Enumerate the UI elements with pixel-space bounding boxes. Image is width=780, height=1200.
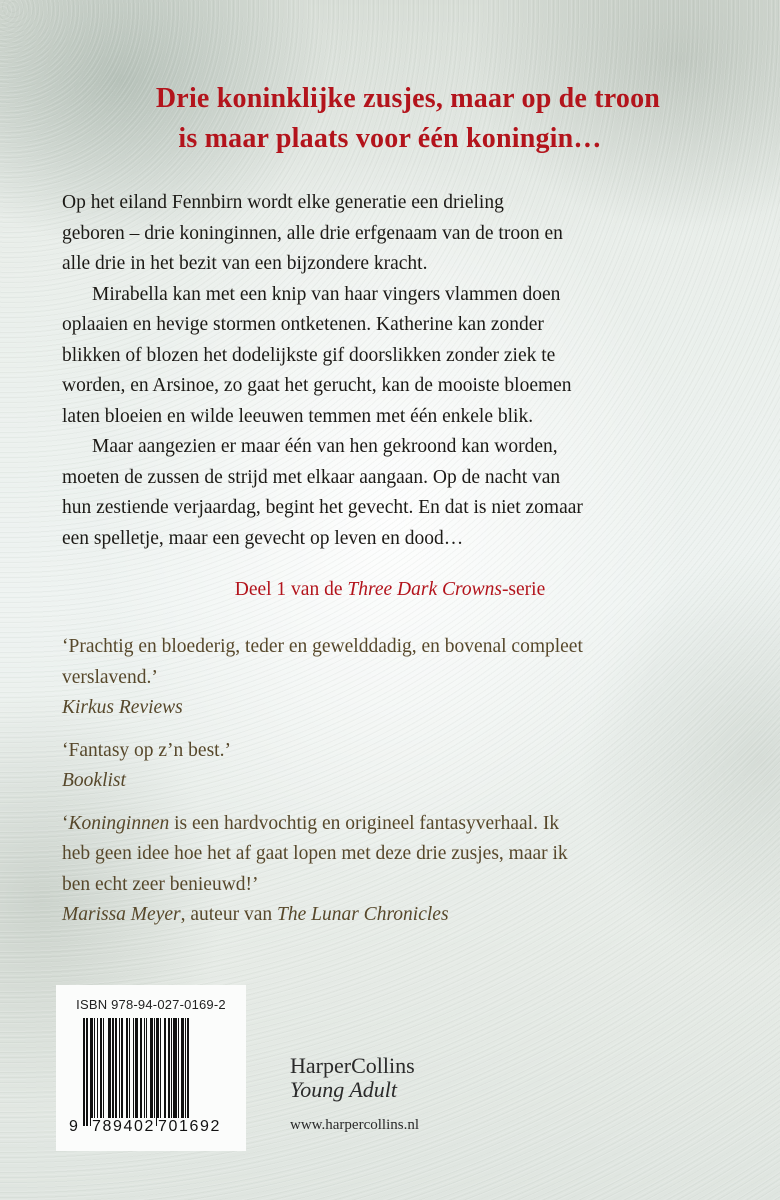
quote-source: Kirkus Reviews (62, 697, 183, 718)
quote-line: ‘Prachtig en bloederig, teder en gewelddadig, en bovenal compleet (62, 636, 583, 657)
quote-book-title: Koninginnen (68, 812, 170, 834)
blurb-paragraph-1 (62, 188, 722, 280)
blurb-line: blikken of blozen het dodelijkste gif doorslikken zonder ziek te (62, 344, 556, 366)
blurb-paragraph-2 (62, 280, 722, 433)
blurb-line: Maar aangezien er maar één van hen gekroond kan worden, (92, 436, 558, 457)
series-prefix: Deel 1 van de (234, 579, 348, 600)
blurb-line: worden, en Arsinoe, zo gaat het gerucht, kan de mooiste bloemen (62, 375, 572, 396)
quote-author: Marissa Meyer (62, 904, 181, 925)
quote-source-work: The Lunar Chronicles (277, 904, 449, 925)
book-blurb (62, 188, 722, 554)
publisher-logo (290, 1054, 419, 1134)
publisher-imprint: Young Adult (290, 1077, 397, 1102)
blurb-line: laten bloeien en wilde leeuwen temmen met één enkele blik. (62, 405, 534, 427)
quote-meyer (62, 809, 742, 931)
barcode-bars (83, 1018, 223, 1126)
tagline-line-1: Drie koninklijke zusjes, maar op de troon (155, 83, 661, 114)
series-suffix: -serie (501, 579, 546, 600)
blurb-line: hun zestiende verjaardag, begint het gevecht. En dat is niet zomaar (62, 497, 583, 518)
series-title: Three Dark Crowns (347, 579, 502, 600)
barcode-digit-group-1: 789402 (92, 1118, 155, 1135)
publisher-url: www.harpercollins.nl (290, 1117, 419, 1133)
publisher-name: HarperCollins (290, 1053, 415, 1078)
blurb-paragraph-3 (62, 432, 722, 554)
quote-line: ‘Fantasy op z’n best.’ (62, 739, 231, 761)
quote-line-rest: is een hardvochtig en origineel fantasyverhaal. Ik (169, 812, 560, 834)
tagline (0, 79, 780, 159)
blurb-line: Mirabella kan met een knip van haar vingers vlammen doen (92, 283, 561, 305)
barcode-digit-first: 9 (69, 1118, 80, 1135)
quote-source: Booklist (62, 770, 126, 791)
quote-source-mid: , auteur van (180, 904, 277, 925)
quote-booklist (62, 736, 742, 797)
quote-line: verslavend.’ (62, 666, 158, 688)
blurb-line: een spelletje, maar een gevecht op leven en dood… (62, 527, 464, 549)
isbn-barcode (56, 985, 246, 1151)
series-note (0, 576, 780, 604)
blurb-line: oplaaien en hevige stormen ontketenen. Katherine kan zonder (62, 314, 544, 335)
quote-line: ben echt zeer benieuwd!’ (62, 873, 259, 895)
isbn-label: ISBN 978-94-027-0169-2 (76, 997, 226, 1012)
blurb-line: geboren – drie koninginnen, alle drie erfgenaam van de troon en (62, 222, 563, 244)
review-quotes (62, 632, 742, 943)
quote-line: ‘Koninginnen is een hardvochtig en origineel fantasyverhaal. Ik (62, 812, 560, 834)
blurb-line: moeten de zussen de strijd met elkaar aangaan. Op de nacht van (62, 466, 561, 488)
quote-source (62, 900, 742, 931)
blurb-line: Op het eiland Fennbirn wordt elke generatie een drieling (62, 192, 504, 213)
barcode-digit-group-2: 701692 (158, 1118, 221, 1135)
blurb-line: alle drie in het bezit van een bijzondere kracht. (62, 253, 428, 274)
quote-line: heb geen idee hoe het af gaat lopen met deze drie zusjes, maar ik (62, 843, 568, 864)
tagline-line-2: is maar plaats voor één koningin… (178, 123, 602, 154)
quote-kirkus (62, 632, 742, 724)
